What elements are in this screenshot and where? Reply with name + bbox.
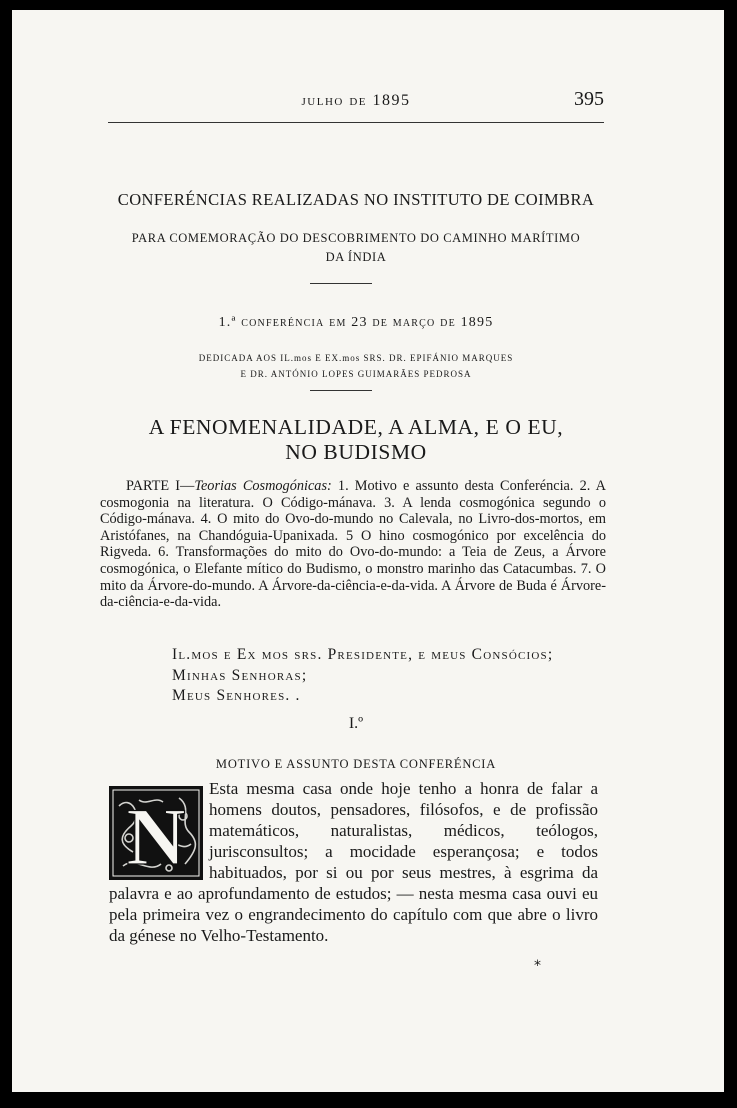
chapter-summary [100,478,606,611]
conference-series-title: CONFERÉNCIAS REALIZADAS NO INSTITUTO DE COIMBRA [117,190,595,209]
salutation [172,645,612,706]
summary-part-label: PARTE I— [126,478,195,494]
divider-rule [310,283,372,284]
main-title [108,415,604,465]
summary-text: 1. Motivo e assunto desta Conferéncia. 2. A cosmogonia na literatura. O Código-mánava. 3. A lenda cosmogónica segundo o Código-mánava. 4. O mito do Ovo-do-mundo no Calevala, no Livro-dos-mortos, em Aristófanes, na Chandóguia-Upanixada. 5 O hino cosmogónico por excelência do Rigveda. 6. Transformações do mito do Ovo-do-mundo: a Teia de Zeus, a Árvore cosmogónica, o Elefante mítico do Budismo, o monstro marinho das Catacumbas. 7. O mito da Árvore-do-mundo. A Árvore-da-ciência-e-da-vida. A Árvore de Buda é Árvore-da-ciência-e-da-vida. [100,478,606,611]
conference-subtitle [108,229,604,267]
section-number: I.º [348,715,364,732]
running-head [108,88,604,118]
signature-mark: * [534,958,541,974]
salutation-line-1: Il.mos e Ex mos srs. Presidente, e meus Consócios; [172,646,554,663]
drop-cap-letter: N [126,791,186,880]
subtitle-line-1: PARA COMEMORAÇÃO DO DESCOBRIMENTO DO CAMINHO MARÍTIMO [131,231,581,245]
subtitle-line-2: DA ÍNDIA [325,250,387,264]
summary-part-title: Teorias Cosmogónicas: [194,478,332,494]
salutation-line-2: Minhas Senhoras; [172,667,308,684]
divider-rule [310,390,372,391]
ornamental-initial-icon [109,786,203,880]
drop-cap-ornament [109,786,203,880]
salutation-line-3: Meus Senhores. . [172,687,301,704]
dedication-line-2: E DR. ANTÓNIO LOPES GUIMARÃES PEDROSA [240,369,472,379]
conference-date: 1.ª conferéncia em 23 de março de 1895 [218,315,494,330]
section-title: MOTIVO E ASSUNTO DESTA CONFERÉNCIA [215,757,497,771]
body-text: Esta mesma casa onde hoje tenho a honra de falar a homens doutos, pensadores, filósofos, e de profissão matemáticos, naturalistas, médicos, teólogos, jurisconsultos; a mocidade esperançosa; e todos habituados, por si ou por seus mestres, à esgrima da palavra e ao aprofundamento de estudos; — nesta mesma casa ouvi eu pela primeira vez o engrandecimento do capítulo com que abre o livro da génese no Velho-Testamento. [109,779,598,945]
main-title-line-1: A FENOMENALIDADE, A ALMA, E O EU, [148,415,564,439]
dedication [108,350,604,382]
running-head-title: julho de 1895 [301,92,411,109]
document-page [12,10,724,1092]
page-number: 395 [574,88,604,110]
header-rule [108,122,604,123]
main-title-line-2: NO BUDISMO [285,440,427,464]
dedication-line-1: DEDICADA AOS IL.mos E EX.mos SRS. DR. EPIFÁNIO MARQUES [198,353,514,363]
